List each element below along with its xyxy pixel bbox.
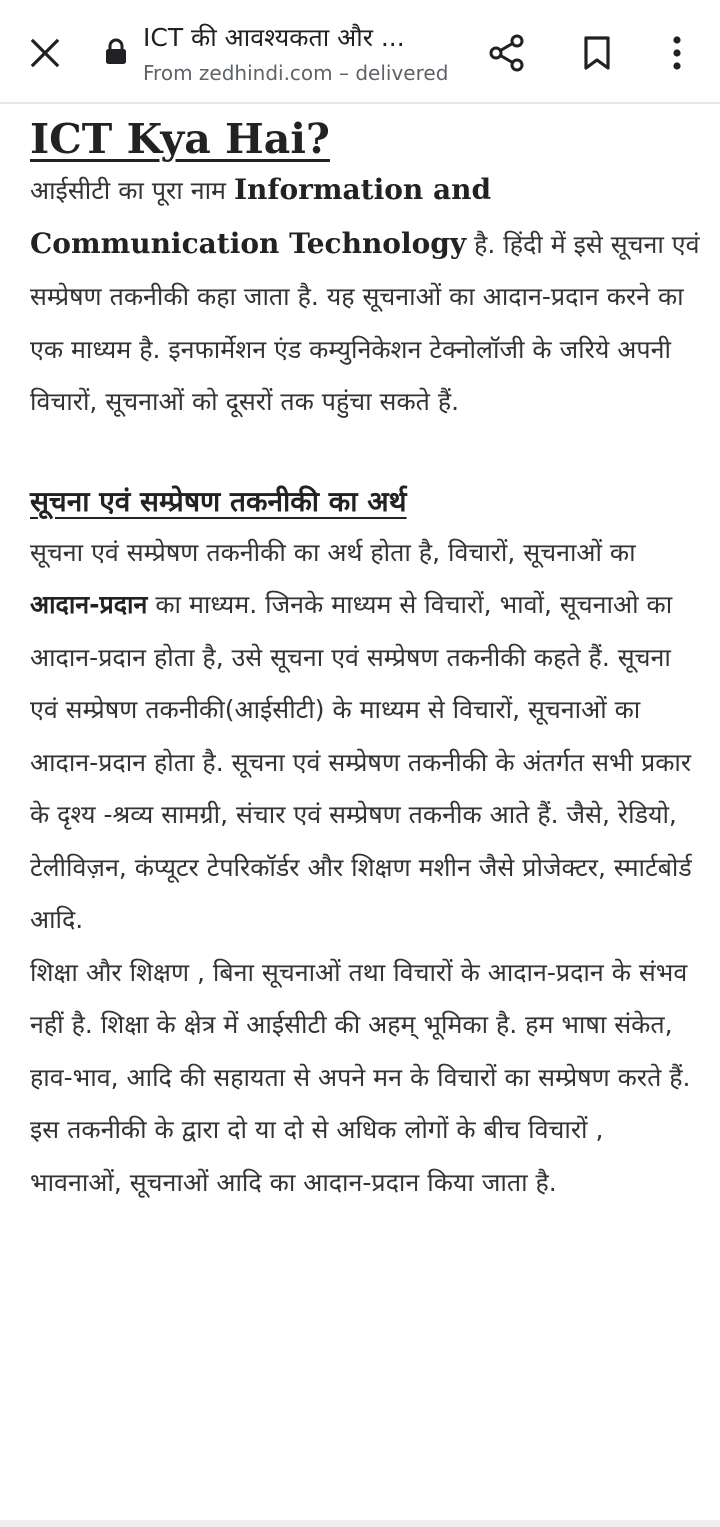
meaning-bold-term: आदान-प्रदान xyxy=(30,590,148,619)
bookmark-icon xyxy=(582,35,612,71)
share-icon xyxy=(487,33,527,73)
article-heading: ICT Kya Hai? xyxy=(30,115,330,163)
meaning-text-2: का माध्यम. जिनके माध्यम से विचारों, भावों, सूचनाओ का आदान-प्रदान होता है, उसे सूचना एवं सम्प्रेषण तकनीकी कहते हैं. सूचना एवं सम्प्रेषण तकनीकी(आईसीटी) के माध्यम से विचारों, सूचनाओं का आदान-प्रदान होता है. सूचना एवं सम्प्रेषण तकनीकी के अंतर्गत सभी प्रकार के दृश्य -श्रव्य सामग्री, संचार एवं सम्प्रेषण तकनीक आते हैं. जैसे, रेडियो, टेलीविज़न, कंप्यूटर टेपरिकॉर्डर और शिक्षण मशीन जैसे प्रोजेक्टर, स्मार्टबोर्ड आदि. xyxy=(30,590,692,934)
lock-icon xyxy=(104,38,128,66)
custom-tab-toolbar xyxy=(0,0,720,104)
education-paragraph: शिक्षा और शिक्षण , बिना सूचनाओं तथा विचारों के आदान-प्रदान के संभव नहीं है. शिक्षा के क्षेत्र में आईसीटी की अहम् भूमिका है. हम भाषा संकेत, हाव-भाव, आदि की सहायता से अपने मन के विचारों का सम्प्रेषण करते हैं. इस तकनीकी के द्वारा दो या दो से अधिक लोगों के बीच विचारों , भावनाओं, सूचनाओं आदि का आदान-प्रदान किया जाता है. xyxy=(30,957,691,1197)
page-source: From zedhindi.com – delivered xyxy=(143,61,449,85)
article-body xyxy=(30,104,700,1209)
tab-title-block[interactable] xyxy=(143,18,463,88)
page-title: ICT की आवश्यकता और ... xyxy=(143,23,405,52)
meaning-paragraph xyxy=(30,527,700,947)
section-heading: सूचना एवं सम्प्रेषण तकनीकी का अर्थ xyxy=(30,484,407,518)
share-button[interactable] xyxy=(482,28,532,78)
close-icon xyxy=(30,38,60,68)
intro-paragraph xyxy=(30,164,700,429)
bottom-edge xyxy=(0,1520,720,1527)
bookmark-button[interactable] xyxy=(572,28,622,78)
more-options-button[interactable] xyxy=(652,28,702,78)
more-vert-icon xyxy=(671,35,683,71)
meaning-text-1: सूचना एवं सम्प्रेषण तकनीकी का अर्थ होता है, विचारों, सूचनाओं का xyxy=(30,537,636,567)
intro-text-1: आईसीटी का पूरा नाम xyxy=(30,176,234,205)
close-button[interactable] xyxy=(20,28,70,78)
intro-bold-term: Information and Communication Technology xyxy=(30,173,492,260)
intro-text-2: है. हिंदी में इसे सूचना एवं सम्प्रेषण तकनीकी कहा जाता है. यह सूचनाओं का आदान-प्रदान करने का एक माध्यम है. इनफार्मेशन एंड कम्युनिकेशन टेक्नोलॉजी के जरिये अपनी विचारों, सूचनाओं को दूसरों तक पहुंचा सकते हैं. xyxy=(30,229,700,416)
